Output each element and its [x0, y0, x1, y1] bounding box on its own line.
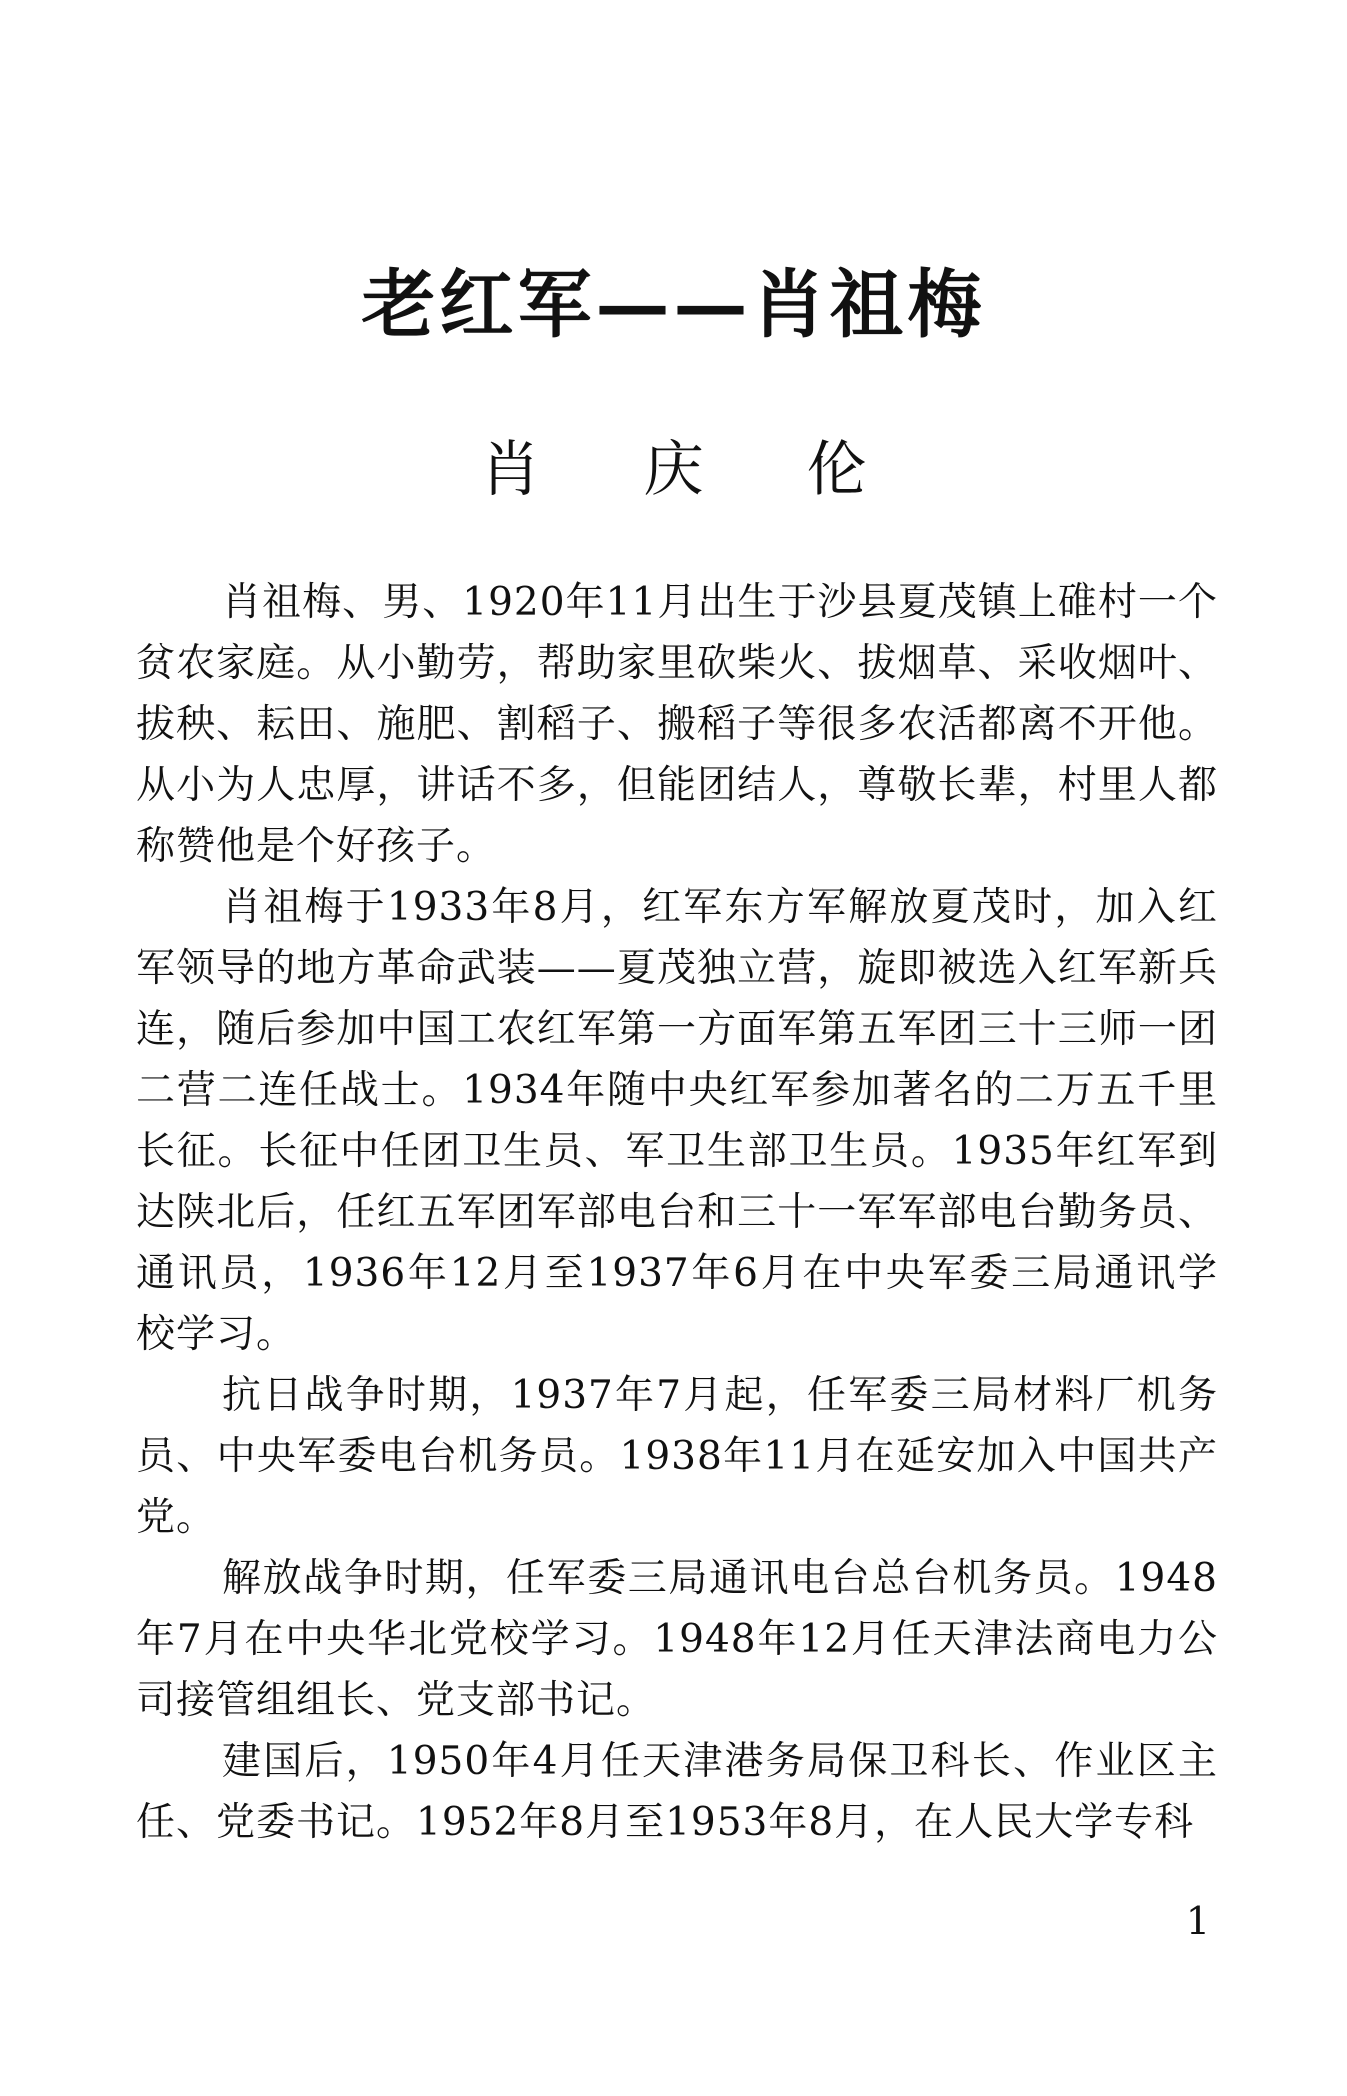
paragraph-early-life: 肖祖梅、男、1920年11月出生于沙县夏茂镇上碓村一个贫农家庭。从小勤劳，帮助家里砍柴火、拔烟草、采收烟叶、拔秧、耘田、施肥、割稻子、搬稻子等很多农活都离不开他。从小为人忠厚，讲话不多，但能团结人，尊敬长辈，村里人都称赞他是个好孩子。 [136, 580, 1218, 869]
article-body [136, 572, 1218, 1853]
paragraph-liberation-war: 解放战争时期，任军委三局通讯电台总台机务员。1948年7月在中央华北党校学习。1948年12月任天津法商电力公司接管组组长、党支部书记。 [136, 1556, 1218, 1723]
article-title: 老红军——肖祖梅 [361, 262, 986, 348]
author-name: 肖 庆 伦 [480, 435, 909, 505]
paragraph-after-founding: 建国后，1950年4月任天津港务局保卫科长、作业区主任、党委书记。1952年8月至1953年8月，在人民大学专科 [136, 1739, 1218, 1845]
page-number: 1 [1185, 1899, 1210, 1943]
paragraph-red-army: 肖祖梅于1933年8月，红军东方军解放夏茂时，加入红军领导的地方革命武装——夏茂独立营，旋即被选入红军新兵连，随后参加中国工农红军第一方面军第五军团三十三师一团二营二连任战士。1934年随中央红军参加著名的二万五千里长征。长征中任团卫生员、军卫生部卫生员。1935年红军到达陕北后，任红五军团军部电台和三十一军军部电台勤务员、通讯员，1936年12月至1937年6月在中央军委三局通讯学校学习。 [136, 885, 1218, 1357]
paragraph-anti-japanese-war: 抗日战争时期，1937年7月起，任军委三局材料厂机务员、中央军委电台机务员。1938年11月在延安加入中国共产党。 [136, 1373, 1218, 1540]
